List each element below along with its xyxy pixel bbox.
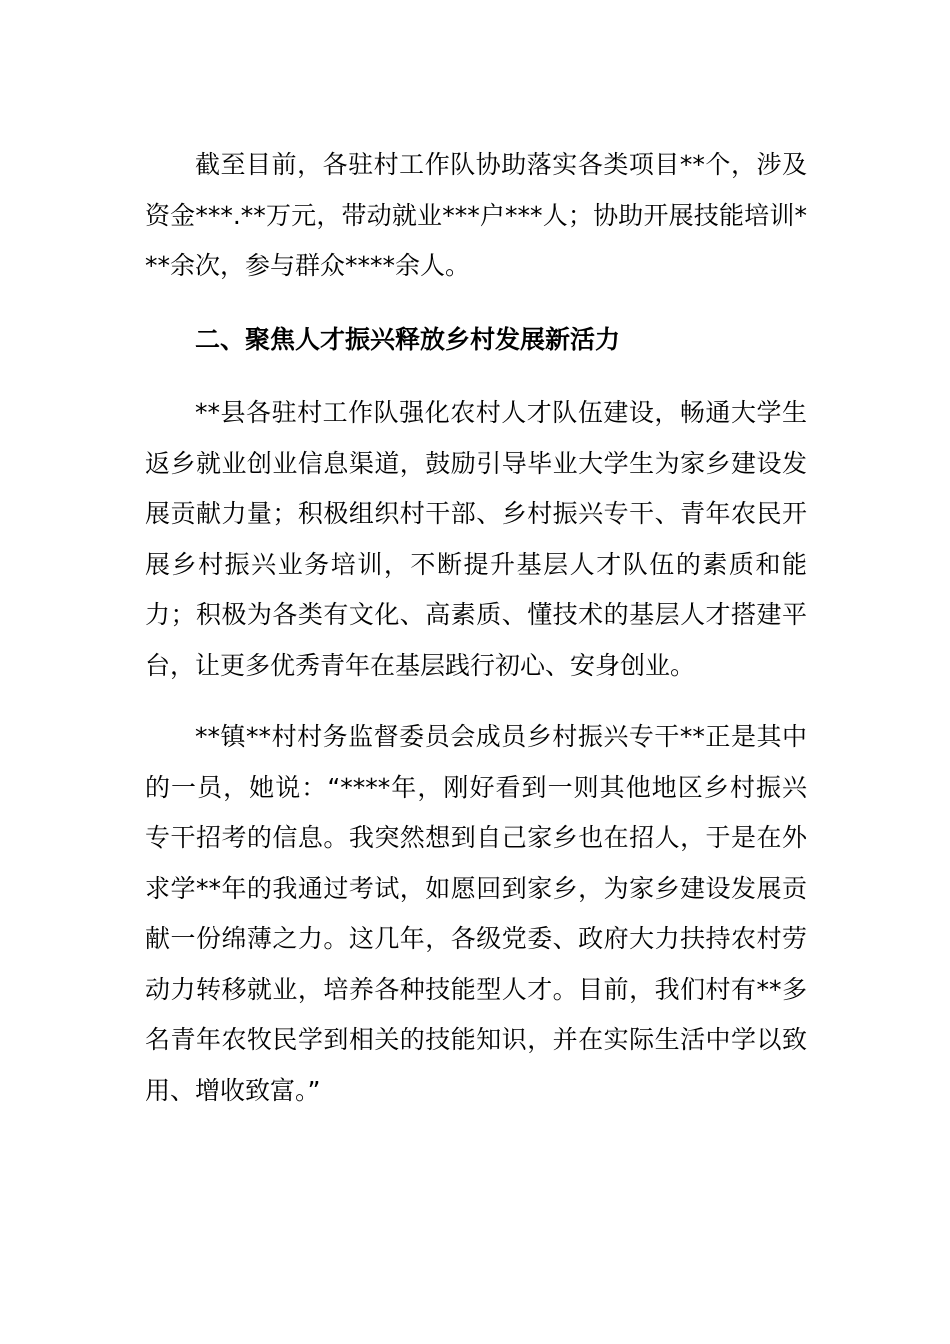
paragraph-project-summary: 截至目前，各驻村工作队协助落实各类项目**个，涉及资金***.**万元，带动就业***户***人；协助开展技能培训***余次，参与群众****余人。 bbox=[145, 150, 807, 280]
document-page bbox=[145, 0, 807, 1344]
paragraph-talent-building: **县各驻村工作队强化农村人才队伍建设，畅通大学生返乡就业创业信息渠道，鼓励引导毕业大学生为家乡建设发展贡献力量；积极组织村干部、乡村振兴专干、青年农民开展乡村振兴业务培训，不断提升基层人才队伍的素质和能力；积极为各类有文化、高素质、懂技术的基层人才搭建平台，让更多优秀青年在基层践行初心、安身创业。 bbox=[145, 398, 807, 680]
section-heading: 二、聚焦人才振兴释放乡村发展新活力 bbox=[195, 325, 621, 354]
paragraph-testimony: **镇**村村务监督委员会成员乡村振兴专干**正是其中的一员，她说：“****年，刚好看到一则其他地区乡村振兴专干招考的信息。我突然想到自己家乡也在招人，于是在外求学**年的我通过考试，如愿回到家乡，为家乡建设发展贡献一份绵薄之力。这几年，各级党委、政府大力扶持农村劳动力转移就业，培养各种技能型人才。目前，我们村有**多名青年农牧民学到相关的技能知识，并在实际生活中学以致用、增收致富。” bbox=[145, 722, 807, 1105]
